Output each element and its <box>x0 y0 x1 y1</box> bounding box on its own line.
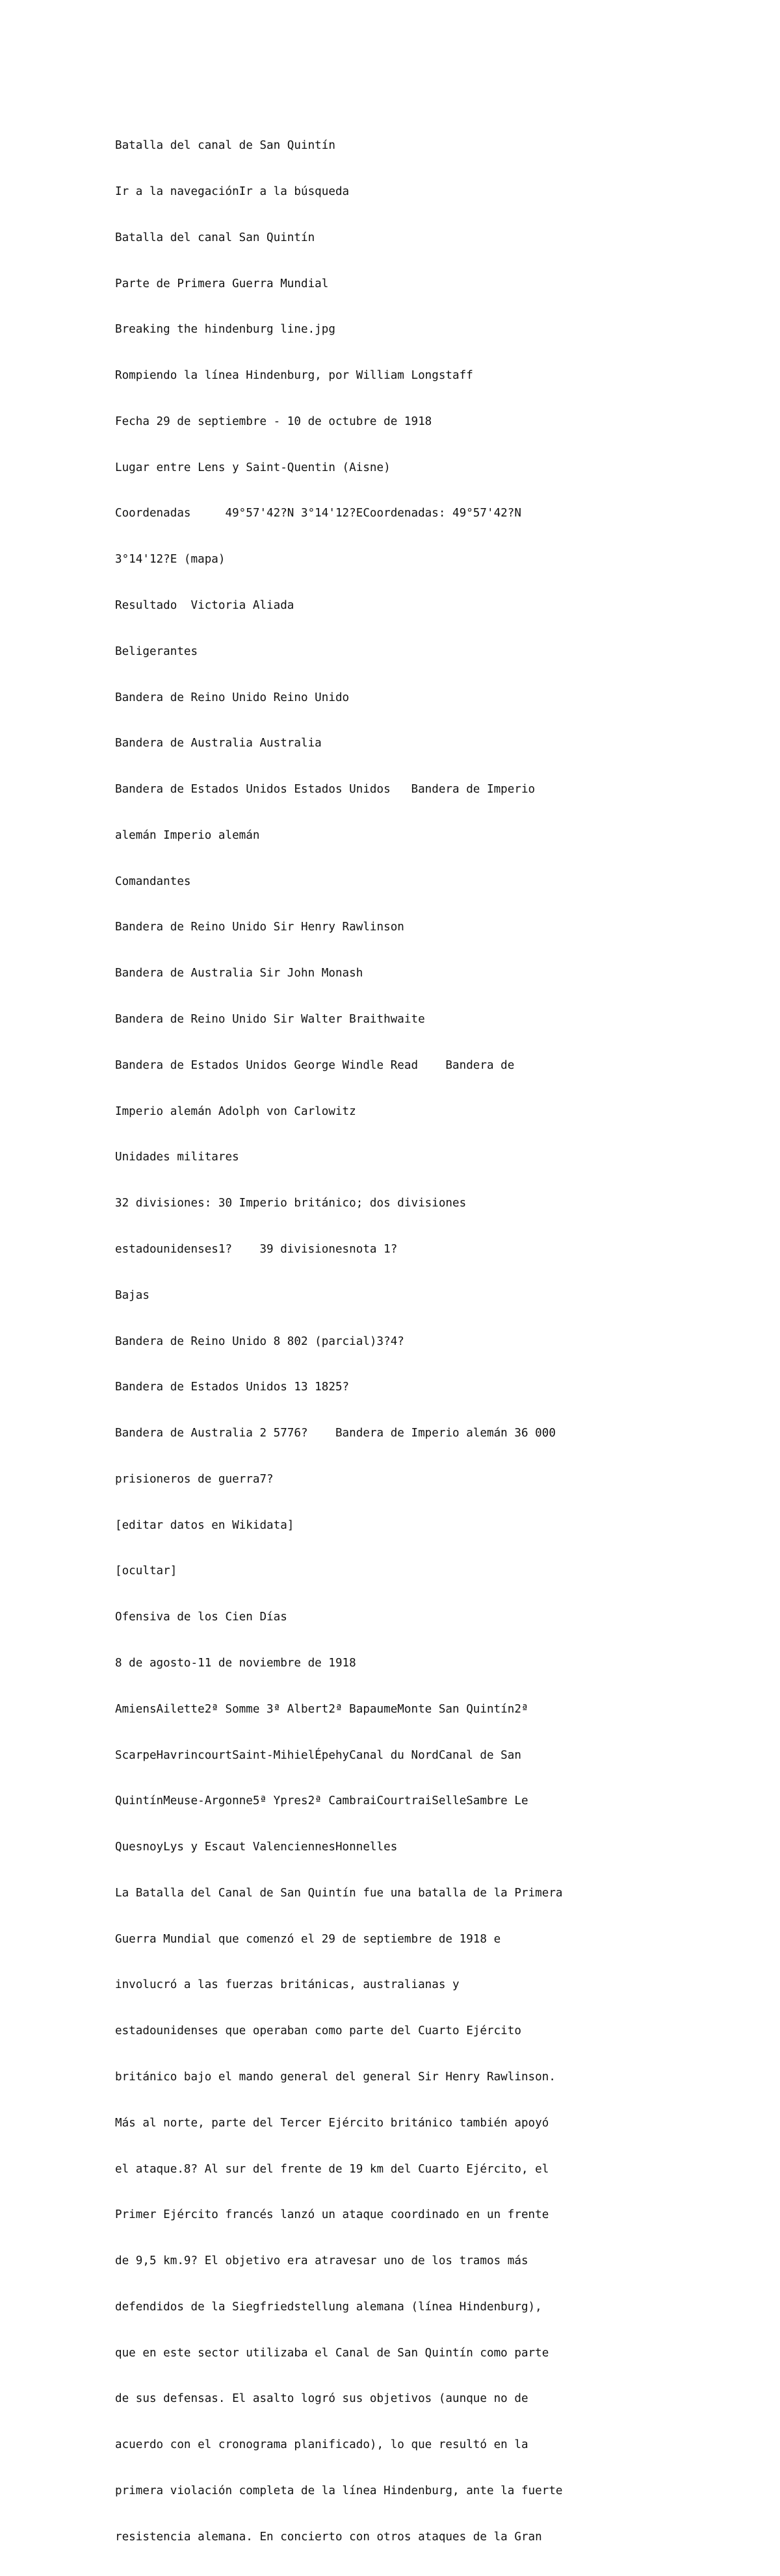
commander-line: Bandera de Reino Unido Sir Henry Rawlinson <box>115 921 404 934</box>
body-paragraph-line: estadounidenses que operaban como parte del Cuarto Ejército <box>115 2024 521 2038</box>
body-paragraph-line: de sus defensas. El asalto logró sus objetivos (aunque no de <box>115 2392 528 2406</box>
infobox-units-heading: Unidades militares <box>115 1151 239 1164</box>
units-line: 32 divisiones: 30 Imperio británico; dos divisiones <box>115 1197 467 1210</box>
body-paragraph-line: acuerdo con el cronograma planificado), lo que resultó en la <box>115 2438 528 2452</box>
casualties-line: Bandera de Reino Unido 8 802 (parcial)3?4? <box>115 1334 404 1348</box>
body-paragraph-line: Más al norte, parte del Tercer Ejército británico también apoyó <box>115 2116 549 2130</box>
infobox-date: Fecha 29 de septiembre - 10 de octubre de 1918 <box>115 414 432 428</box>
nav-skip-links: Ir a la navegaciónIr a la búsqueda <box>115 185 350 198</box>
document-text <box>115 108 674 2576</box>
campaign-battles: ScarpeHavrincourtSaint-MihielÉpehyCanal du NordCanal de San <box>115 1748 521 1762</box>
edit-wikidata-link: [editar datos en Wikidata] <box>115 1518 294 1532</box>
infobox-casualties-heading: Bajas <box>115 1288 150 1302</box>
body-paragraph-line: Guerra Mundial que comenzó el 29 de septiembre de 1918 e <box>115 1932 501 1946</box>
infobox-title: Batalla del canal San Quintín <box>115 231 315 244</box>
casualties-line: Bandera de Estados Unidos 13 1825? <box>115 1381 350 1394</box>
body-paragraph-line: La Batalla del Canal de San Quintín fue una batalla de la Primera <box>115 1886 563 1900</box>
body-paragraph-line: involucró a las fuerzas británicas, australianas y <box>115 1978 460 1992</box>
belligerent-line: Bandera de Estados Unidos Estados Unidos Bandera de Imperio <box>115 783 536 797</box>
infobox-coordinates: Coordenadas 49°57'42?N 3°14'12?ECoordenadas: 49°57'42?N <box>115 507 521 520</box>
infobox-coordinates-cont: 3°14'12?E (mapa) <box>115 553 226 567</box>
units-line: estadounidenses1? 39 divisionesnota 1? <box>115 1242 398 1256</box>
body-paragraph-line: el ataque.8? Al sur del frente de 19 km del Cuarto Ejército, el <box>115 2162 549 2176</box>
infobox-commanders-heading: Comandantes <box>115 874 191 888</box>
body-paragraph-line: primera violación completa de la línea Hindenburg, ante la fuerte <box>115 2484 563 2498</box>
infobox-belligerents-heading: Beligerantes <box>115 644 198 658</box>
body-paragraph-line: británico bajo el mando general del general Sir Henry Rawlinson. <box>115 2071 556 2084</box>
commander-line: Bandera de Estados Unidos George Windle Read Bandera de <box>115 1058 515 1072</box>
body-paragraph-line: que en este sector utilizaba el Canal de San Quintín como parte <box>115 2346 549 2360</box>
body-paragraph-line: de 9,5 km.9? El objetivo era atravesar uno de los tramos más <box>115 2254 528 2268</box>
campaign-title: Ofensiva de los Cien Días <box>115 1611 287 1624</box>
commander-line: Bandera de Reino Unido Sir Walter Braithwaite <box>115 1013 425 1027</box>
infobox-result: Resultado Victoria Aliada <box>115 599 294 612</box>
casualties-line: prisioneros de guerra7? <box>115 1472 274 1486</box>
belligerent-line: alemán Imperio alemán <box>115 828 260 842</box>
infobox-place: Lugar entre Lens y Saint-Quentin (Aisne) <box>115 461 391 474</box>
infobox-part-of: Parte de Primera Guerra Mundial <box>115 277 329 290</box>
document-title: Batalla del canal de San Quintín <box>115 139 335 153</box>
campaign-dates: 8 de agosto-11 de noviembre de 1918 <box>115 1656 356 1670</box>
campaign-battles: QuesnoyLys y Escaut ValenciennesHonnelles <box>115 1841 398 1854</box>
belligerent-line: Bandera de Reino Unido Reino Unido <box>115 691 350 704</box>
hide-toggle: [ocultar] <box>115 1564 177 1578</box>
body-paragraph-line: Primer Ejército francés lanzó un ataque coordinado en un frente <box>115 2208 549 2222</box>
belligerent-line: Bandera de Australia Australia <box>115 737 322 750</box>
casualties-line: Bandera de Australia 2 5776? Bandera de Imperio alemán 36 000 <box>115 1427 556 1440</box>
campaign-battles: QuintínMeuse-Argonne5ª Ypres2ª CambraiCourtraiSelleSambre Le <box>115 1794 528 1808</box>
infobox-image-filename: Breaking the hindenburg line.jpg <box>115 323 335 337</box>
commander-line: Bandera de Australia Sir John Monash <box>115 967 363 980</box>
commander-line: Imperio alemán Adolph von Carlowitz <box>115 1104 356 1118</box>
body-paragraph-line: defendidos de la Siegfriedstellung alemana (línea Hindenburg), <box>115 2300 542 2314</box>
campaign-battles: AmiensAilette2ª Somme 3ª Albert2ª BapaumeMonte San Quintín2ª <box>115 1702 528 1716</box>
body-paragraph-line: resistencia alemana. En concierto con otros ataques de la Gran <box>115 2530 542 2544</box>
infobox-image-caption: Rompiendo la línea Hindenburg, por William Longstaff <box>115 369 473 383</box>
